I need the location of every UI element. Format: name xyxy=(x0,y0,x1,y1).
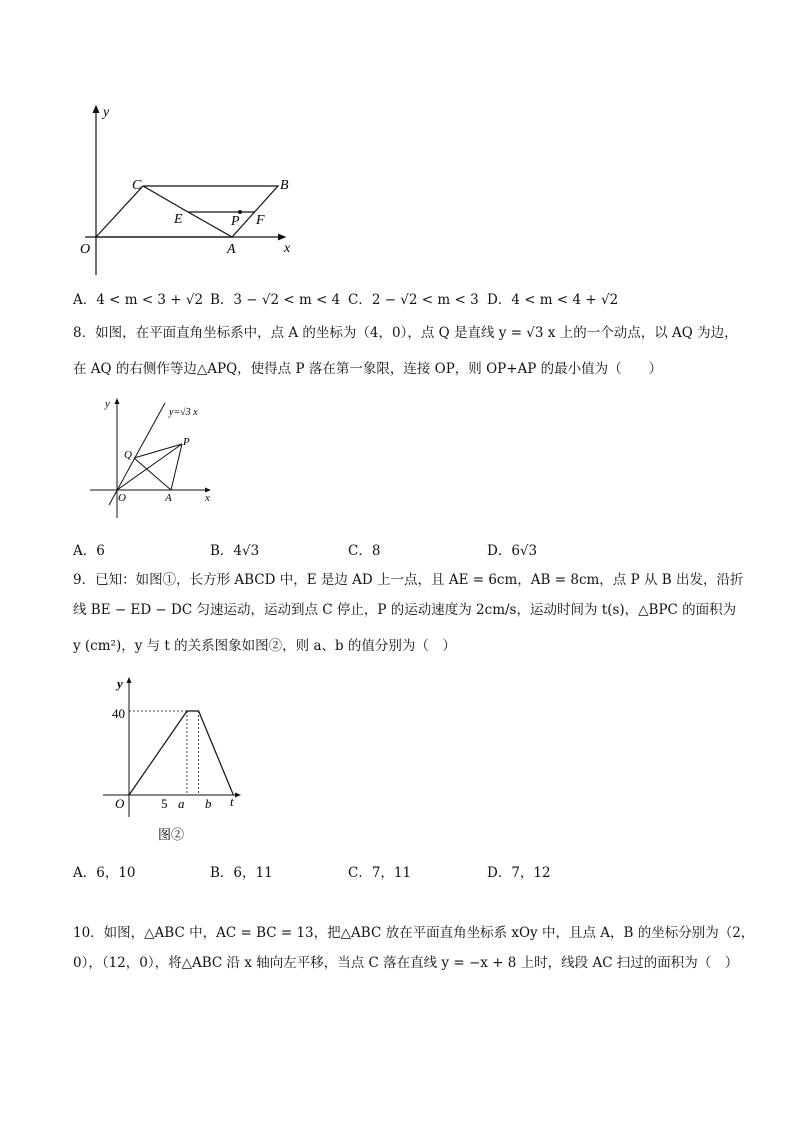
graph-line xyxy=(129,711,233,795)
q7-figure xyxy=(70,100,310,285)
label-C: C xyxy=(132,178,142,193)
label-F: F xyxy=(256,213,265,228)
label-A: A xyxy=(227,242,236,257)
q8-option-c: C．8 xyxy=(348,543,381,559)
label-y: y xyxy=(105,398,110,410)
label-O: O xyxy=(118,492,126,504)
label-y: y xyxy=(103,105,110,120)
q8-text-line1: 8．如图，在平面直角坐标系中，点 A 的坐标为（4，0），点 Q 是直线 y = √3 x 上的一个动点，以 AQ 为边， xyxy=(73,325,738,341)
q9-option-d: D．7，12 xyxy=(487,865,551,881)
label-Q: Q xyxy=(124,449,132,461)
q9-text-line1: 9．已知：如图①，长方形 ABCD 中，E 是边 AD 上一点，且 AE = 6cm，AB = 8cm，点 P 从 B 出发，沿折 xyxy=(73,572,744,588)
q9-text-line2: 线 BE − ED − DC 匀速运动，运动到点 C 停止，P 的运动速度为 2cm/s，运动时间为 t(s)，△BPC 的面积为 xyxy=(73,602,737,618)
q8-text-line2: 在 AQ 的右侧作等边△APQ，使得点 P 落在第一象限，连接 OP，则 OP+AP 的最小值为（ ） xyxy=(73,361,663,377)
q8-option-a: A．6 xyxy=(73,543,105,559)
q8-option-b: B．4√3 xyxy=(210,543,260,559)
q7-option-c: C．2 − √2 < m < 3 xyxy=(348,292,479,308)
q7-option-d: D．4 < m < 4 + √2 xyxy=(487,292,619,308)
q9-option-a: A．6，10 xyxy=(73,865,136,881)
label-line: y=√3 x xyxy=(169,407,198,418)
label-x: x xyxy=(284,241,291,256)
q7-option-b: B．3 − √2 < m < 4 xyxy=(210,292,341,308)
label-t: t xyxy=(230,794,234,809)
q10-text-line2: 0），（12，0），将△ABC 沿 x 轴向左平移，当点 C 落在直线 y = −x + 8 上时，线段 AC 扫过的面积为（ ） xyxy=(73,955,739,971)
label-y: y xyxy=(117,676,123,691)
label-x: x xyxy=(205,492,210,504)
label-O: O xyxy=(80,242,91,257)
q8-figure xyxy=(85,393,220,523)
tick-label-5: 5 xyxy=(161,796,168,811)
label-B: B xyxy=(280,178,289,193)
q7-option-a: A．4 < m < 3 + √2 xyxy=(73,292,204,308)
tick-label-b: b xyxy=(205,796,212,811)
label-P: P xyxy=(231,214,240,229)
label-A: A xyxy=(165,492,172,504)
tick-label-a: a xyxy=(178,796,185,811)
q8-option-d: D．6√3 xyxy=(487,543,538,559)
q9-option-b: B．6，11 xyxy=(210,865,273,881)
label-O: O xyxy=(115,796,125,811)
q9-option-c: C．7，11 xyxy=(348,865,412,881)
tick-label-40: 40 xyxy=(112,706,125,721)
q9-text-line3: y (cm²)，y 与 t 的关系图象如图②，则 a、b 的值分别为（ ） xyxy=(73,638,456,654)
figure-caption: 图② xyxy=(158,827,185,842)
label-E: E xyxy=(174,212,183,227)
q10-text-line1: 10．如图，△ABC 中，AC = BC = 13，把△ABC 放在平面直角坐标系 xOy 中，且点 A，B 的坐标分别为（2， xyxy=(73,925,755,941)
q9-figure xyxy=(95,672,255,852)
label-P: P xyxy=(183,436,190,448)
